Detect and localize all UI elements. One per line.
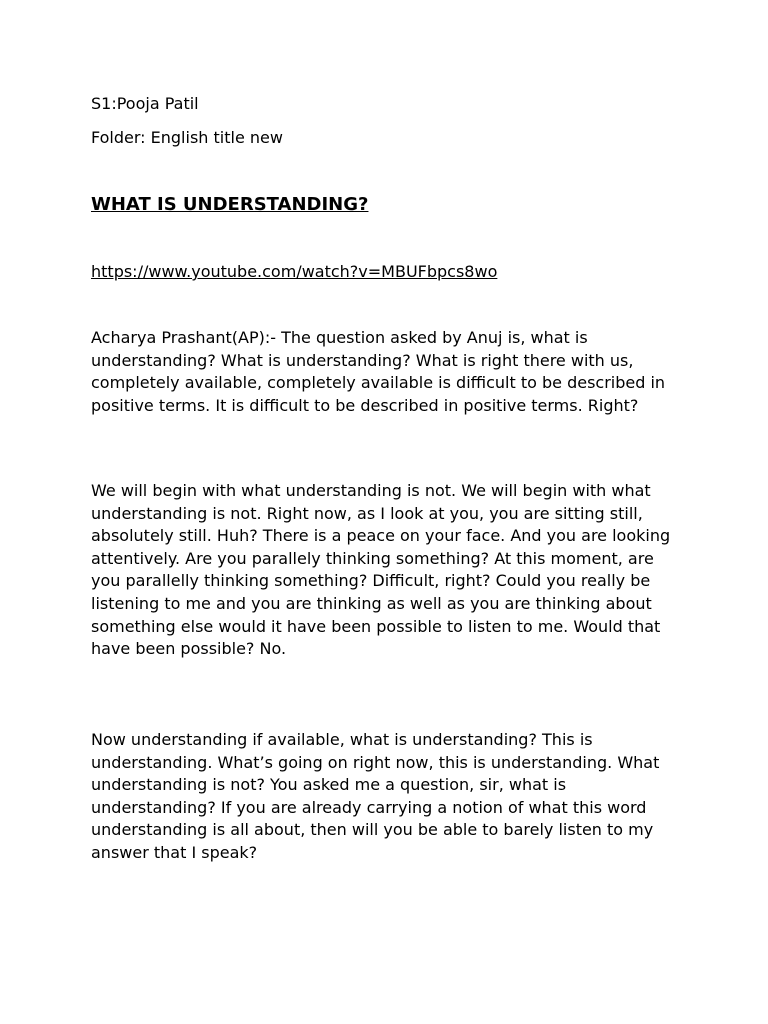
- paragraph-2: We will begin with what understanding is not. We will begin with what understanding is not. Right now, as I look at you, you are sitting still, absolutely still. Huh? There is a peace on your face. And you are looking attentively. Are you parallely thinking something? At this moment, are you parallelly thinking something? Difficult, right? Could you really be listening to me and you are thinking as well as you are thinking about something else would it have been possible to listen to me. Would that have been possible? No.: [91, 481, 671, 659]
- youtube-link[interactable]: https://www.youtube.com/watch?v=MBUFbpcs8wo: [91, 262, 498, 281]
- document-title: WHAT IS UNDERSTANDING?: [91, 194, 369, 215]
- paragraph-3: Now understanding if available, what is understanding? This is understanding. What’s going on right now, this is understanding. What understanding is not? You asked me a question, sir, what is understanding? If you are already carrying a notion of what this word understanding is all about, then will you be able to barely listen to my answer that I speak?: [91, 730, 660, 862]
- document-page: [91, 93, 681, 862]
- speaker-line: S1:Pooja Patil: [91, 94, 199, 113]
- folder-line: Folder: English title new: [91, 128, 283, 147]
- paragraph-1: Acharya Prashant(AP):- The question asked by Anuj is, what is understanding? What is understanding? What is right there with us, completely available, completely available is difficult to be described in positive terms. It is difficult to be described in positive terms. Right?: [91, 328, 666, 415]
